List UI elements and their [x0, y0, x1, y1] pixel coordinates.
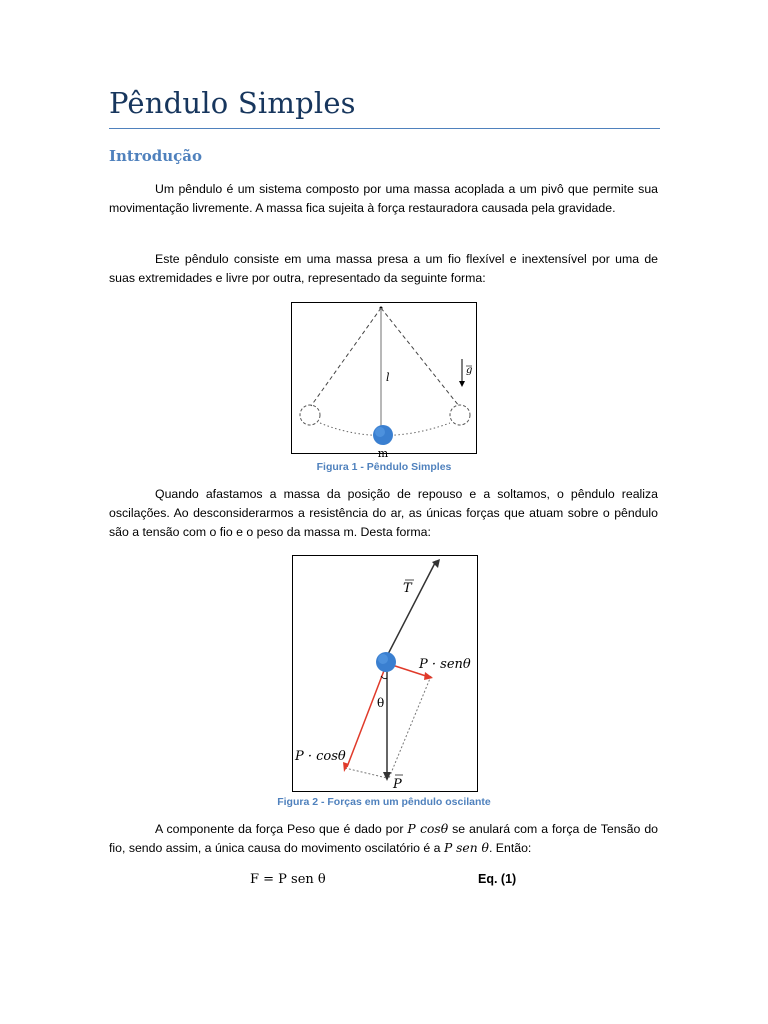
figure-2 — [292, 555, 478, 792]
tangential-label: P · senθ — [419, 657, 471, 672]
paragraph-1 — [109, 180, 658, 218]
paragraph-3 — [109, 485, 658, 542]
equation-label: Eq. (1) — [478, 872, 517, 886]
paragraph-4-math-1: P cosθ — [407, 822, 449, 836]
figure-1-diagram — [292, 303, 476, 460]
right-string — [381, 308, 459, 406]
angle-label: θ — [377, 696, 385, 710]
page-title: Pêndulo Simples — [109, 86, 356, 120]
radial-label: P · cosθ — [295, 749, 346, 764]
gravity-arrowhead — [459, 381, 465, 387]
figure-2-caption: Figura 2 - Forças em um pêndulo oscilante — [277, 796, 491, 808]
paragraph-4 — [109, 820, 658, 858]
paragraph-4-text-c: . Então: — [488, 841, 532, 855]
tangential-arrowhead — [424, 672, 433, 680]
section-heading: Introdução — [109, 147, 203, 165]
right-ghost-mass — [450, 405, 470, 425]
tension-vector — [385, 561, 436, 660]
weight-label: P — [393, 777, 402, 792]
figure-1-caption: Figura 1 - Pêndulo Simples — [316, 461, 452, 473]
equation-expression: F = P sen θ — [250, 872, 326, 887]
length-label: l — [386, 371, 390, 384]
radial-projection-line — [345, 768, 387, 778]
mass-highlight — [378, 654, 388, 664]
title-divider — [109, 128, 660, 129]
left-string — [311, 308, 381, 406]
paragraph-4-text-a: A componente da força Peso que é dado por — [155, 822, 408, 836]
tangential-projection-line — [389, 676, 431, 778]
figure-1 — [291, 302, 477, 460]
left-ghost-mass — [300, 405, 320, 425]
mass-label: m — [377, 447, 389, 460]
paragraph-2 — [109, 250, 658, 288]
mass-highlight — [375, 427, 385, 437]
tension-label: T — [403, 581, 412, 596]
paragraph-3-text: Quando afastamos a massa da posição de repouso e a soltamos, o pêndulo realiza oscilações. Ao desconsiderarmos a resistência do ar, as únicas forças que atuam sobre o pêndulo são a tensão com o fio e o peso da massa m. Desta forma: — [109, 487, 658, 539]
paragraph-1-text: Um pêndulo é um sistema composto por uma massa acoplada a um pivô que permite sua movimentação livremente. A massa fica sujeita à força restauradora causada pela gravidade. — [109, 182, 658, 215]
radial-component — [347, 668, 385, 767]
paragraph-2-text: Este pêndulo consiste em uma massa presa a um fio flexível e inextensível por uma de suas extremidades e livre por outra, representado da seguinte forma: — [109, 252, 658, 285]
gravity-label: g — [466, 365, 473, 376]
paragraph-4-text-b: se anulará com a força de Tensão do fio, sendo assim, a única causa do movimento oscilatório é a — [109, 822, 658, 855]
figure-2-diagram — [293, 556, 477, 791]
paragraph-4-math-2: P sen θ — [443, 841, 489, 855]
